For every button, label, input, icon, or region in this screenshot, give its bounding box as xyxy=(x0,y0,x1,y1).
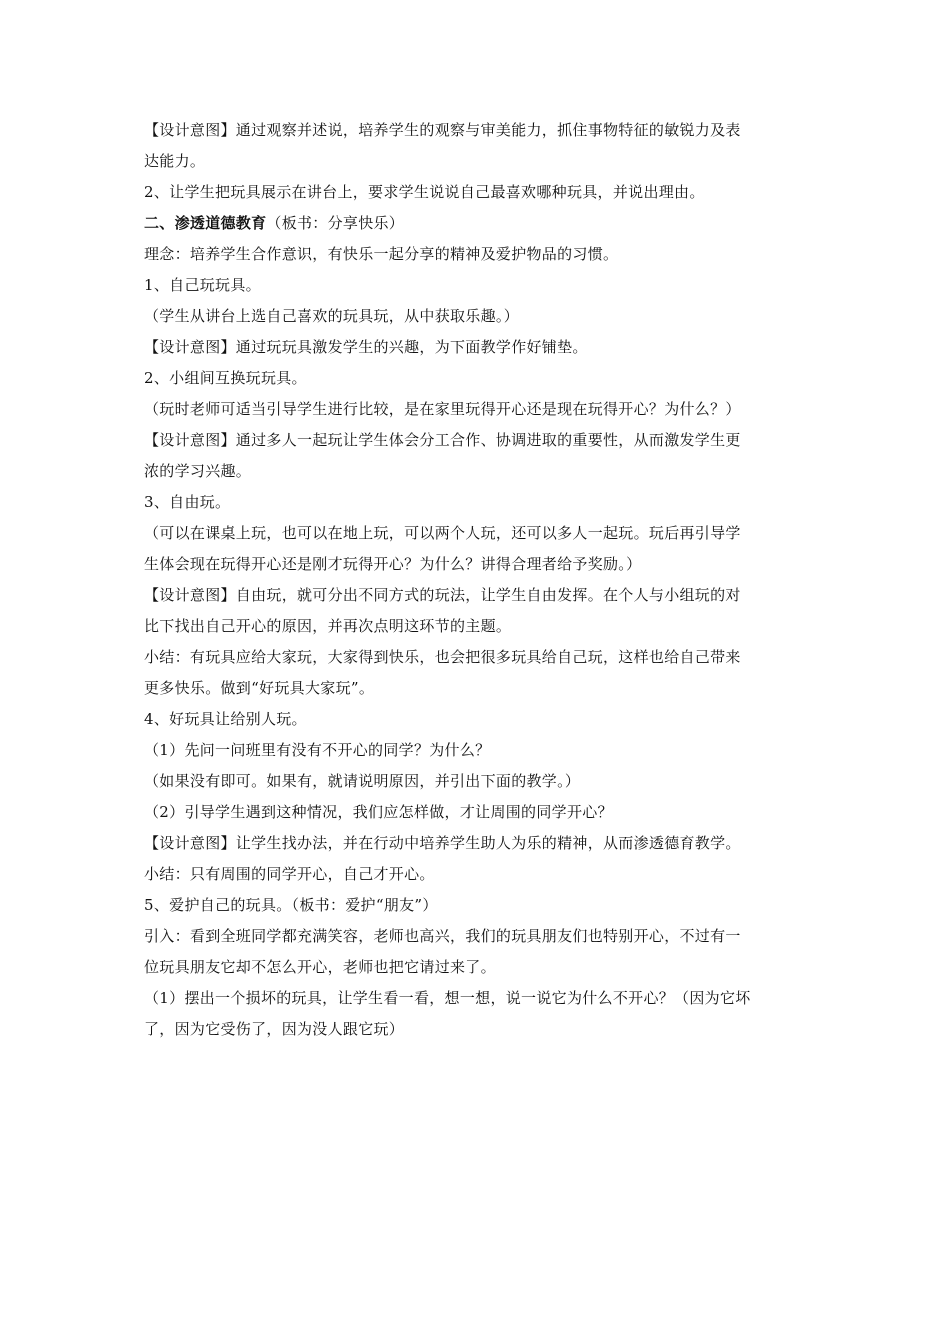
text-line: 更多快乐。做到“好玩具大家玩”。 xyxy=(144,679,375,697)
text-line: 【设计意图】让学生找办法，并在行动中培养学生助人为乐的精神，从而渗透德育教学。 xyxy=(144,834,741,852)
text-line: （1）摆出一个损坏的玩具，让学生看一看，想一想，说一说它为什么不开心？（因为它坏 xyxy=(144,989,751,1007)
document-body xyxy=(144,115,809,1045)
text-line: 浓的学习兴趣。 xyxy=(144,462,252,480)
text-line: （玩时老师可适当引导学生进行比较，是在家里玩得开心还是现在玩得开心？为什么？） xyxy=(144,400,741,418)
text-line: 1、自己玩玩具。 xyxy=(144,276,261,294)
text-line: 【设计意图】通过玩玩具激发学生的兴趣，为下面教学作好铺垫。 xyxy=(144,338,588,356)
text-line: （可以在课桌上玩，也可以在地上玩，可以两个人玩，还可以多人一起玩。玩后再引导学 xyxy=(144,524,741,542)
text-line: 5、爱护自己的玩具。（板书：爱护“朋友”） xyxy=(144,896,438,914)
text-line: 小结：有玩具应给大家玩，大家得到快乐，也会把很多玩具给自己玩，这样也给自己带来 xyxy=(144,648,741,666)
text-line: 4、好玩具让给别人玩。 xyxy=(144,710,307,728)
text-line: （如果没有即可。如果有，就请说明原因，并引出下面的教学。） xyxy=(144,772,581,790)
text-line: （1）先问一问班里有没有不开心的同学？为什么？ xyxy=(144,741,491,759)
text-line: 位玩具朋友它却不怎么开心，老师也把它请过来了。 xyxy=(144,958,496,976)
section-heading-note: （板书：分享快乐） xyxy=(266,214,405,232)
section-heading xyxy=(144,208,809,239)
section-heading-title: 二、渗透道德教育 xyxy=(144,214,267,232)
text-line: 小结：只有周围的同学开心，自己才开心。 xyxy=(144,865,435,883)
text-line: 【设计意图】自由玩，就可分出不同方式的玩法，让学生自由发挥。在个人与小组玩的对 xyxy=(144,586,741,604)
text-line: 【设计意图】通过多人一起玩让学生体会分工合作、协调进取的重要性，从而激发学生更 xyxy=(144,431,741,449)
text-line: 3、自由玩。 xyxy=(144,493,231,511)
text-line: 生体会现在玩得开心还是刚才玩得开心？为什么？讲得合理者给予奖励。） xyxy=(144,555,642,573)
text-line: 理念：培养学生合作意识，有快乐一起分享的精神及爱护物品的习惯。 xyxy=(144,245,619,263)
text-line: （2）引导学生遇到这种情况，我们应怎样做，才让周围的同学开心？ xyxy=(144,803,613,821)
text-line: （学生从讲台上选自己喜欢的玩具玩，从中获取乐趣。） xyxy=(144,307,520,325)
text-line: 达能力。 xyxy=(144,152,206,170)
text-line: 【设计意图】通过观察并述说，培养学生的观察与审美能力，抓住事物特征的敏锐力及表 xyxy=(144,121,741,139)
text-line: 比下找出自己开心的原因，并再次点明这环节的主题。 xyxy=(144,617,512,635)
text-line: 2、小组间互换玩玩具。 xyxy=(144,369,307,387)
text-line: 了，因为它受伤了，因为没人跟它玩） xyxy=(144,1020,405,1038)
text-line: 2、让学生把玩具展示在讲台上，要求学生说说自己最喜欢哪种玩具，并说出理由。 xyxy=(144,183,705,201)
text-line: 引入：看到全班同学都充满笑容，老师也高兴，我们的玩具朋友们也特别开心，不过有一 xyxy=(144,927,741,945)
